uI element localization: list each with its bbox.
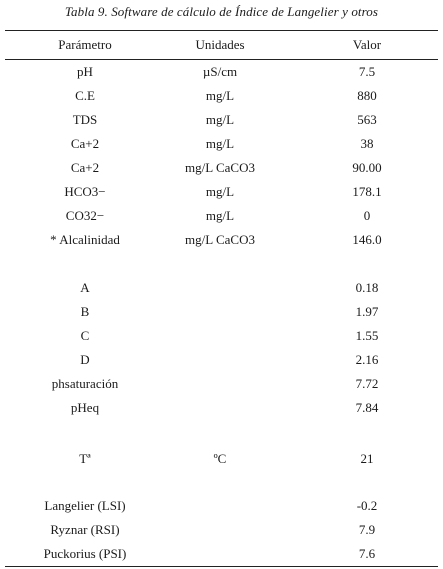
param-cell: phsaturación: [51, 376, 119, 391]
param-cell: Langelier (LSI): [44, 498, 126, 513]
value-cell: 90.00: [352, 160, 382, 175]
table-row: [0, 62, 443, 82]
table-row: [0, 326, 443, 346]
value-cell: 2.16: [355, 352, 379, 367]
value-cell: 563: [357, 112, 377, 127]
header-parametro: Parámetro: [58, 37, 112, 52]
table-header: [0, 35, 443, 55]
param-cell: Ryznar (RSI): [50, 522, 120, 537]
units-cell: mg/L: [205, 208, 235, 223]
value-cell: 0.18: [355, 280, 379, 295]
units-cell: mg/L CaCO3: [185, 232, 255, 247]
top-rule: [5, 30, 438, 31]
value-cell: 1.97: [355, 304, 379, 319]
table-row: [0, 110, 443, 130]
table-row: [0, 182, 443, 202]
table-row: [0, 496, 443, 516]
param-cell: C: [80, 328, 90, 343]
table-row: [0, 278, 443, 298]
ion-formula: CO32−: [65, 208, 105, 223]
header-rule: [5, 59, 438, 60]
units-cell: mg/L: [205, 88, 235, 103]
table-row: [0, 230, 443, 250]
value-cell: 7.5: [358, 64, 376, 79]
param-cell: A: [80, 280, 90, 295]
table-row: [0, 302, 443, 322]
param-cell: [10, 206, 160, 226]
value-cell: 1.55: [355, 328, 379, 343]
value-cell: -0.2: [356, 498, 378, 513]
units-cell: mg/L: [205, 184, 235, 199]
table-row: [0, 398, 443, 418]
param-cell: [10, 134, 160, 154]
param-cell: Tª: [79, 451, 91, 466]
table-caption: Tabla 9. Software de cálculo de Índice de Langelier y otros: [64, 4, 379, 19]
ion-formula: Ca+2: [70, 136, 100, 151]
value-cell: 7.72: [355, 376, 379, 391]
ion-formula: HCO3−: [64, 184, 106, 199]
value-cell: 0: [363, 208, 371, 223]
param-cell: TDS: [72, 112, 98, 127]
param-cell: C.E: [75, 88, 95, 103]
value-cell: 7.9: [358, 522, 376, 537]
table-row: [0, 544, 443, 564]
table-row: [0, 520, 443, 540]
param-cell: D: [80, 352, 90, 367]
ion-formula: Ca+2: [70, 160, 100, 175]
value-cell: 178.1: [352, 184, 382, 199]
table-row: [0, 134, 443, 154]
value-cell: 7.84: [355, 400, 379, 415]
param-cell: Puckorius (PSI): [43, 546, 127, 561]
table-row: [0, 449, 443, 469]
param-cell: B: [80, 304, 90, 319]
param-cell: pH: [77, 64, 93, 79]
value-cell: 38: [360, 136, 374, 151]
value-cell: 7.6: [358, 546, 376, 561]
header-unidades: Unidades: [195, 37, 245, 52]
param-cell: [10, 158, 160, 178]
param-cell: [10, 182, 160, 202]
units-cell: ºC: [213, 451, 227, 466]
table-row: [0, 206, 443, 226]
units-cell: µS/cm: [202, 64, 238, 79]
value-cell: 21: [360, 451, 374, 466]
units-cell: mg/L: [205, 112, 235, 127]
table-row: [0, 86, 443, 106]
header-valor: Valor: [352, 37, 382, 52]
units-cell: mg/L: [205, 136, 235, 151]
param-cell: * Alcalinidad: [50, 232, 120, 247]
units-cell: mg/L CaCO3: [185, 160, 255, 175]
value-cell: 880: [357, 88, 377, 103]
table-row: [0, 374, 443, 394]
table-row: [0, 158, 443, 178]
value-cell: 146.0: [352, 232, 382, 247]
table-row: [0, 350, 443, 370]
bottom-rule: [5, 566, 438, 567]
param-cell: pHeq: [70, 400, 100, 415]
